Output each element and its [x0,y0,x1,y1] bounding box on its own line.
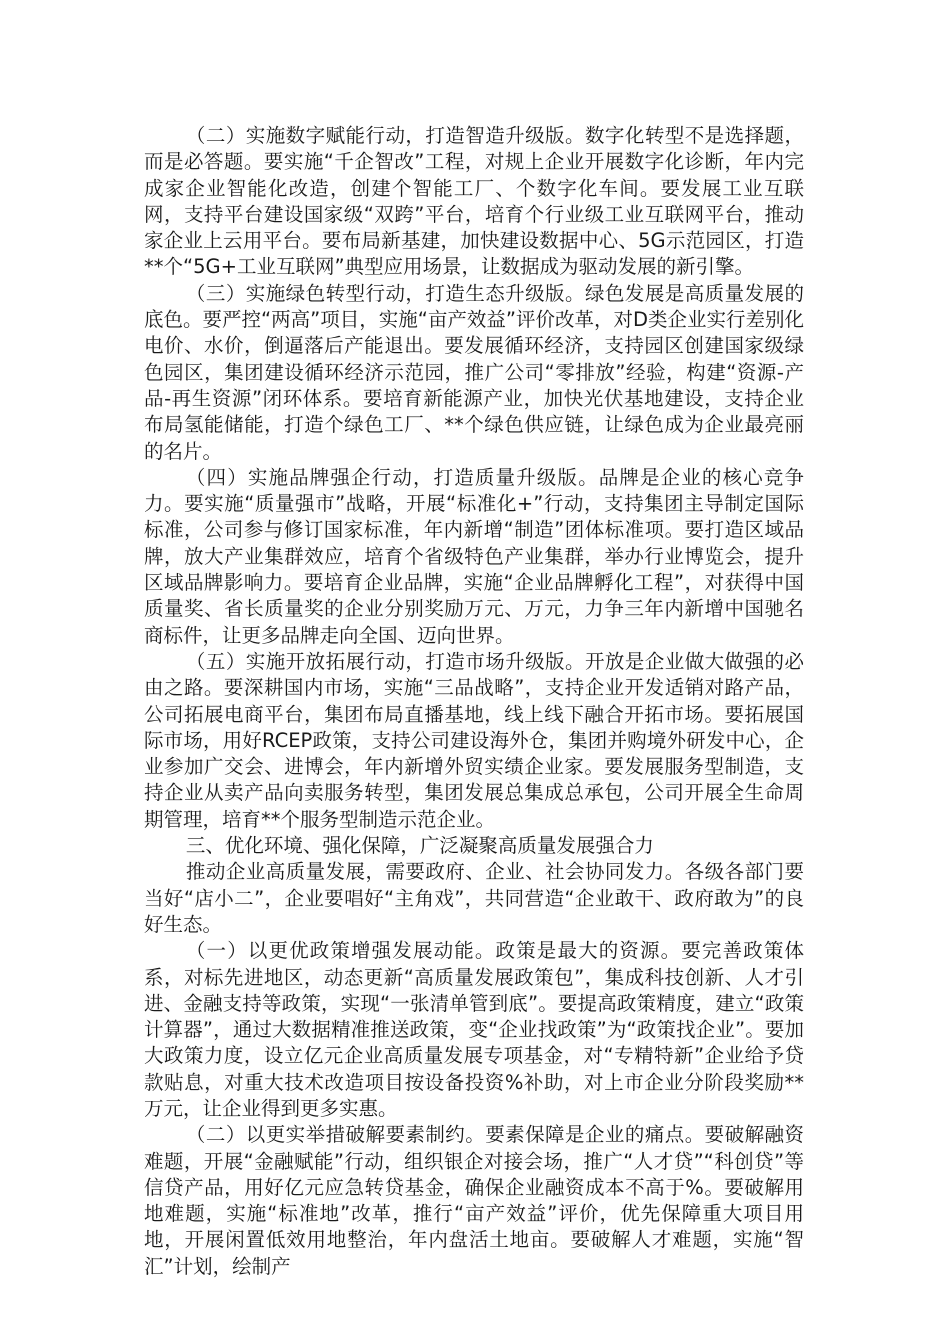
paragraph-open-expansion: （五）实施开放拓展行动，打造市场升级版。开放是企业做大做强的必由之路。要深耕国内市场，实施“三品战略”，支持企业开发适销对路产品，公司拓展电商平台，集团布局直播基地，线上线下融合开拓市场。要拓展国际市场，用好RCEP政策，支持公司建设海外仓，集团并购境外研发中心，企业参加广交会、进博会，年内新增外贸实绩企业家。要发展服务型制造，支持企业从卖产品向卖服务转型，集团发展总集成总承包，公司开展全生命周期管理，培育**个服务型制造示范企业。 [144,649,804,831]
document-body [144,123,804,1280]
paragraph-brand-strengthening: （四）实施品牌强企行动，打造质量升级版。品牌是企业的核心竞争力。要实施“质量强市”战略，开展“标准化+”行动，支持集团主导制定国际标准，公司参与修订国家标准，年内新增“制造”团体标准项。要打造区域品牌，放大产业集群效应，培育个省级特色产业集群，举办行业博览会，提升区域品牌影响力。要培育企业品牌，实施“企业品牌孵化工程”，对获得中国质量奖、省长质量奖的企业分别奖励万元、万元，力争三年内新增中国驰名商标件，让更多品牌走向全国、迈向世界。 [144,465,804,647]
section-heading-three: 三、优化环境、强化保障，广泛凝聚高质量发展强合力 [185,834,654,858]
paragraph-section-intro: 推动企业高质量发展，需要政府、企业、社会协同发力。各级各部门要当好“店小二”，企业要唱好“主角戏”，共同营造“企业敢干、政府敢为”的良好生态。 [144,860,804,936]
paragraph-factor-constraints: （二）以更实举措破解要素制约。要素保障是企业的痛点。要破解融资难题，开展“金融赋能”行动，组织银企对接会场，推广“人才贷”“科创贷”等信贷产品，用好亿元应急转贷基金，确保企业融资成本不高于%。要破解用地难题，实施“标准地”改革，推行“亩产效益”评价，优先保障重大项目用地，开展闲置低效用地整治，年内盘活土地亩。要破解人才难题，实施“智汇”计划，绘制产 [144,1123,804,1278]
paragraph-policy-momentum: （一）以更优政策增强发展动能。政策是最大的资源。要完善政策体系，对标先进地区，动态更新“高质量发展政策包”，集成科技创新、人才引进、金融支持等政策，实现“一张清单管到底”。要提高政策精度，建立“政策计算器”，通过大数据精准推送政策，变“企业找政策”为“政策找企业”。要加大政策力度，设立亿元企业高质量发展专项基金，对“专精特新”企业给予贷款贴息，对重大技术改造项目按设备投资%补助，对上市企业分阶段奖励**万元，让企业得到更多实惠。 [144,939,804,1120]
paragraph-digital-empowerment: （二）实施数字赋能行动，打造智造升级版。数字化转型不是选择题，而是必答题。要实施“千企智改”工程，对规上企业开展数字化诊断，年内完成家企业智能化改造，创建个智能工厂、个数字化车间。要发展工业互联网，支持平台建设国家级“双跨”平台，培育个行业级工业互联网平台，推动家企业上云用平台。要布局新基建，加快建设数据中心、5G示范园区，打造**个“5G+工业互联网”典型应用场景，让数据成为驱动发展的新引擎。 [144,124,804,279]
paragraph-green-transformation: （三）实施绿色转型行动，打造生态升级版。绿色发展是高质量发展的底色。要严控“两高”项目，实施“亩产效益”评价改革，对D类企业实行差别化电价、水价，倒逼落后产能退出。要发展循环经济，支持园区创建国家级绿色园区，集团建设循环经济示范园，推广公司“零排放”经验，构建“资源-产品-再生资源”闭环体系。要培育新能源产业，加快光伏基地建设，支持企业布局氢能储能，打造个绿色工厂、**个绿色供应链，让绿色成为企业最亮丽的名片。 [144,281,804,463]
